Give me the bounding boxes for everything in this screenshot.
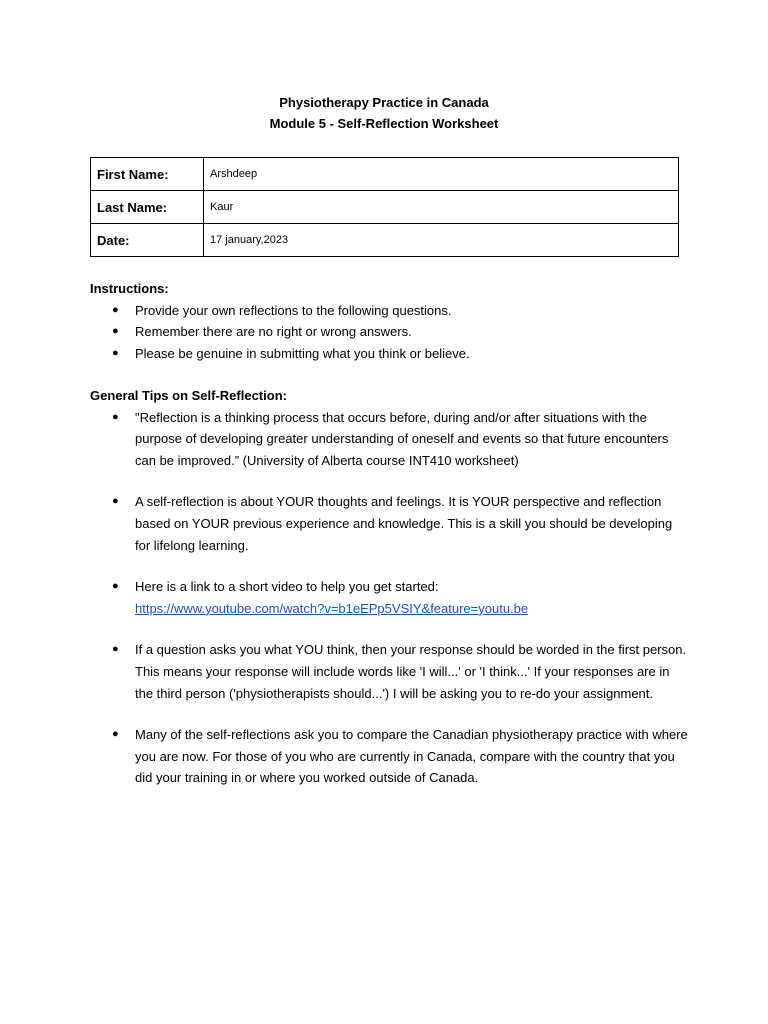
last-name-value: Kaur (204, 191, 679, 224)
document-title: Physiotherapy Practice in Canada (279, 95, 489, 110)
list-item (90, 639, 690, 704)
tip-text: Here is a link to a short video to help you get started: (135, 579, 439, 595)
bullet-icon: ● (112, 643, 119, 656)
bullet-icon: ● (112, 495, 119, 508)
table-row (91, 158, 679, 191)
tip-text: "Reflection is a thinking process that occurs before, during and/or after situations with the purpose of developing greater understanding of oneself and events so that future encounters can be improved.” (University of Alberta course INT410 worksheet) (135, 409, 669, 468)
video-link[interactable]: https://www.youtube.com/watch?v=b1eEPp5VSIY&feature=youtu.be (135, 600, 529, 616)
list-item (90, 724, 690, 789)
list-item (90, 300, 690, 322)
instructions-section (90, 278, 690, 364)
first-name-label: First Name: (91, 158, 204, 191)
document-subtitle: Module 5 - Self-Reflection Worksheet (269, 116, 499, 131)
list-item (90, 343, 690, 365)
tip-text: If a question asks you what YOU think, then your response should be worded in the first person. This means your response will include words like 'I will...' or 'I think...' If your responses are in the third person ('physiotherapists should...') I will be asking you to re-do your assignment. (135, 642, 687, 701)
list-item-text: Remember there are no right or wrong answers. (135, 324, 412, 340)
last-name-label: Last Name: (91, 191, 204, 224)
list-item (90, 321, 690, 343)
table-row (91, 224, 679, 257)
bullet-icon: ● (112, 580, 119, 593)
instructions-list (90, 300, 690, 365)
first-name-value: Arshdeep (204, 158, 679, 191)
date-value: 17 january,2023 (204, 224, 679, 257)
bullet-icon: ● (112, 325, 119, 338)
tips-heading: General Tips on Self-Reflection: (90, 388, 287, 403)
list-item-text: Please be genuine in submitting what you think or believe. (135, 345, 470, 361)
table-row (91, 191, 679, 224)
tips-section (90, 385, 690, 789)
list-item (90, 407, 690, 472)
student-info-table (90, 157, 679, 257)
date-label: Date: (91, 224, 204, 257)
tip-text: A self-reflection is about YOUR thoughts and feelings. It is YOUR perspective and reflection based on YOUR previous experience and knowledge. This is a skill you should be developing for lifelong learning. (135, 494, 673, 553)
bullet-icon: ● (112, 303, 119, 316)
instructions-heading: Instructions: (90, 281, 169, 296)
tips-list (90, 407, 690, 789)
list-item (90, 491, 690, 556)
list-item-text: Provide your own reflections to the following questions. (135, 302, 452, 318)
bullet-icon: ● (112, 346, 119, 359)
tip-text: Many of the self-reflections ask you to compare the Canadian physiotherapy practice with where you are now. For those of you who are currently in Canada, compare with the country that you did your training in or where you worked outside of Canada. (135, 727, 688, 786)
list-item (90, 576, 690, 619)
bullet-icon: ● (112, 728, 119, 741)
bullet-icon: ● (112, 410, 119, 423)
